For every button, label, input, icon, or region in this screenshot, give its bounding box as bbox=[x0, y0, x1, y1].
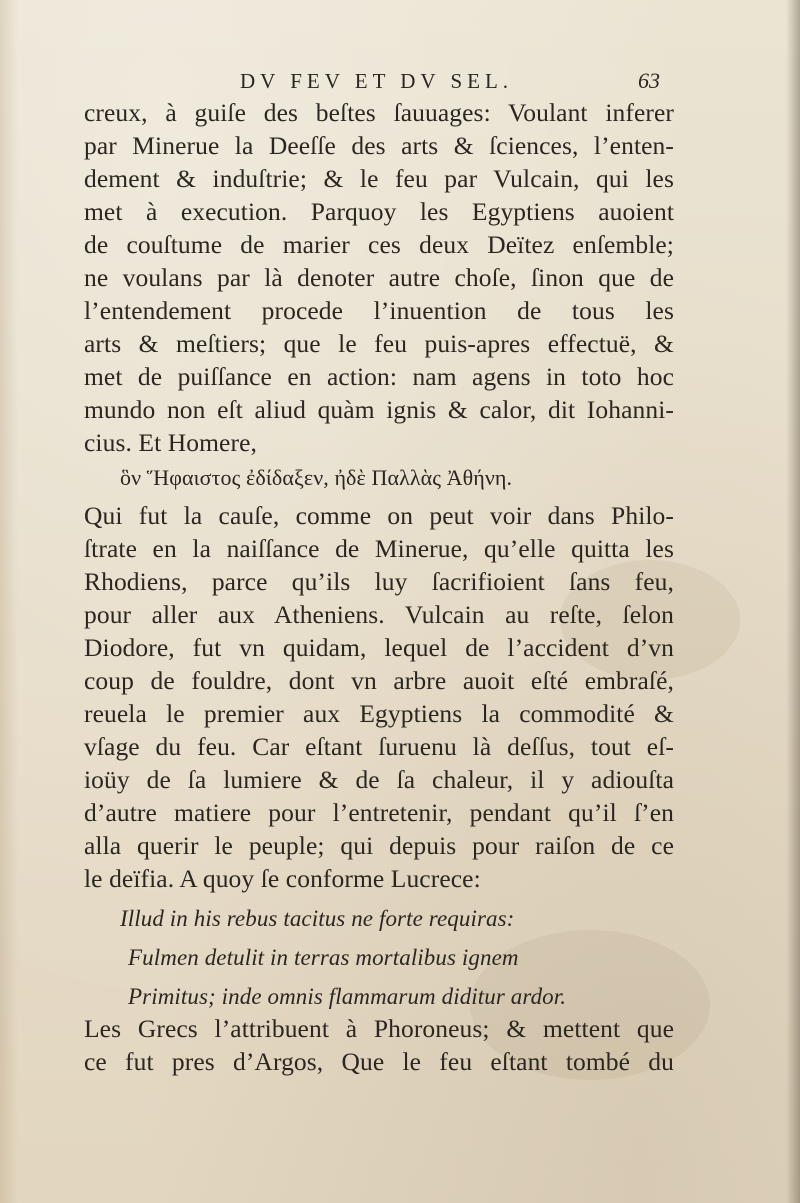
text-line: par Minerue la Deeſſe des arts & ſciences, l’enten- bbox=[84, 131, 674, 160]
text-line: Les Grecs l’attribuent à Phoroneus; & mettent que bbox=[84, 1014, 674, 1043]
text-line: de couſtume de marier ces deux Deïtez enſemble; bbox=[84, 230, 674, 259]
text-line: met à execution. Parquoy les Egyptiens auoient bbox=[84, 197, 674, 226]
text-line: dement & induſtrie; & le feu par Vulcain, qui les bbox=[84, 164, 674, 193]
text-line: reuela le premier aux Egyptiens la commodité & bbox=[84, 699, 674, 728]
text-line: le deïfia. A quoy ſe conforme Lucrece: bbox=[84, 864, 481, 893]
page-header bbox=[240, 66, 660, 96]
page-right-edge-shadow bbox=[786, 0, 800, 1203]
text-line: met de puiſſance en action: nam agens in toto hoc bbox=[84, 362, 674, 391]
text-line: coup de fouldre, dont vn arbre auoit eſté embraſé, bbox=[84, 666, 674, 695]
text-line: mundo non eſt aliud quàm ignis & calor, dit Iohanni- bbox=[84, 395, 674, 424]
text-line: ne voulans par là denoter autre choſe, ſinon que de bbox=[84, 263, 674, 292]
text-line: Diodore, fut vn quidam, lequel de l’accident d’vn bbox=[84, 633, 674, 662]
verse-line: Primitus; inde omnis flammarum diditur ardor. bbox=[128, 984, 567, 1009]
text-line: l’entendement procede l’inuention de tous les bbox=[84, 296, 674, 325]
page-left-edge-shadow bbox=[0, 0, 18, 1203]
text-line: d’autre matiere pour l’entretenir, pendant qu’il ſ’en bbox=[84, 798, 674, 827]
text-line: pour aller aux Atheniens. Vulcain au reſte, ſelon bbox=[84, 600, 674, 629]
text-line: arts & meſtiers; que le feu puis-apres effectuë, & bbox=[84, 329, 674, 358]
verse-line: Fulmen detulit in terras mortalibus ignem bbox=[128, 945, 519, 970]
page-number: 63 bbox=[638, 68, 660, 93]
text-line: Qui fut la cauſe, comme on peut voir dans Philo- bbox=[84, 501, 674, 530]
text-line: Rhodiens, parce qu’ils luy ſacrifioient ſans feu, bbox=[84, 567, 674, 596]
text-line: vſage du feu. Car eſtant ſuruenu là deſſus, tout eſ- bbox=[84, 732, 674, 761]
text-line: creux, à guiſe des beſtes ſauuages: Voulant inferer bbox=[84, 98, 674, 127]
greek-quotation: ὃν Ἥφαιστος ἐδίδαξεν, ἠδὲ Παλλὰς Ἀθήνη. bbox=[120, 465, 513, 490]
text-line: ſtrate en la naiſſance de Minerue, qu’elle quitta les bbox=[84, 534, 674, 563]
verse-line: Illud in his rebus tacitus ne forte requiras: bbox=[120, 906, 515, 931]
text-line: ce fut pres d’Argos, Que le feu eſtant tombé du bbox=[84, 1047, 674, 1076]
text-line: ioüy de ſa lumiere & de ſa chaleur, il y adiouſta bbox=[84, 765, 674, 794]
running-head: DV FEV ET DV SEL. bbox=[240, 69, 514, 93]
text-line: alla querir le peuple; qui depuis pour raiſon de ce bbox=[84, 831, 674, 860]
text-line: cius. Et Homere, bbox=[84, 428, 257, 457]
